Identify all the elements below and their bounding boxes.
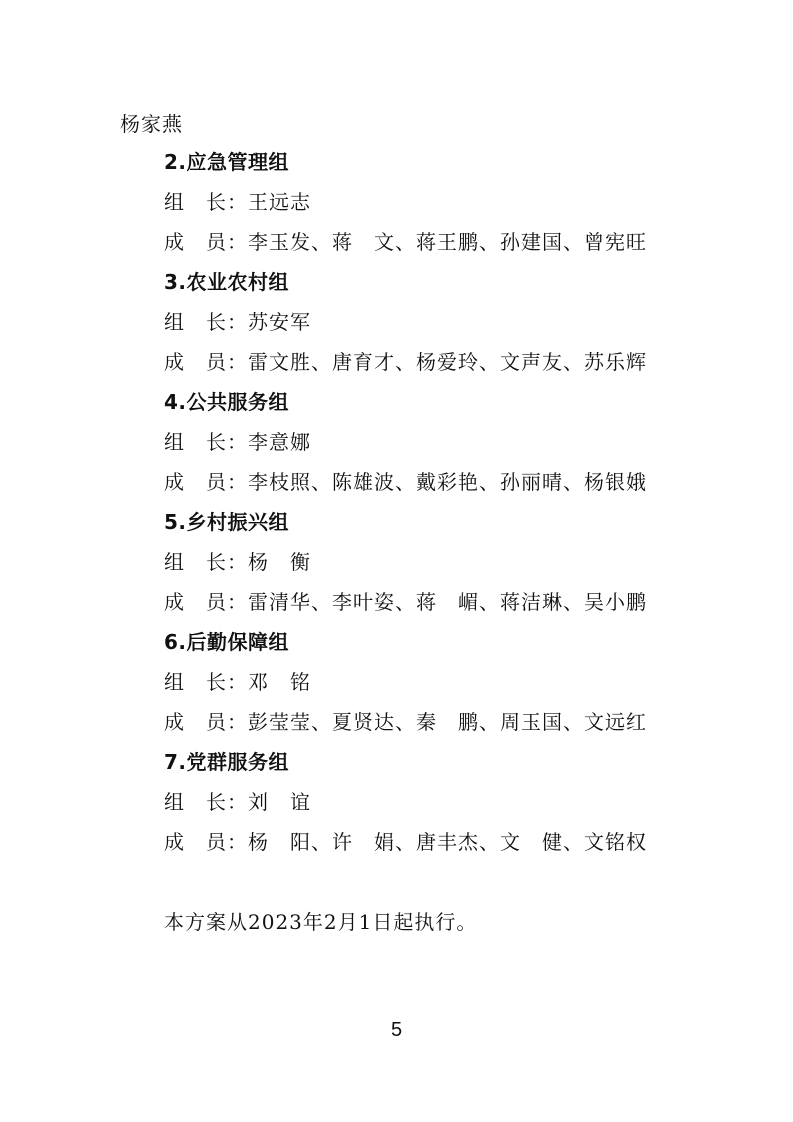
group-leader-rural-revitalization: 组 长：杨 衡: [164, 550, 311, 574]
group-title-party-service: 7.党群服务组: [164, 750, 290, 774]
group-title-public-service: 4.公共服务组: [164, 390, 290, 414]
group-leader-party-service: 组 长：刘 谊: [164, 790, 311, 814]
group-leader-emergency: 组 长：王远志: [164, 190, 311, 214]
continued-member-name: 杨家燕: [120, 112, 183, 136]
group-members-public-service: 成 员：李枝照、陈雄波、戴彩艳、孙丽晴、杨银娥: [164, 470, 647, 494]
group-members-logistics: 成 员：彭莹莹、夏贤达、秦 鹏、周玉国、文远红: [164, 710, 647, 734]
group-leader-logistics: 组 长：邓 铭: [164, 670, 311, 694]
group-leader-agriculture: 组 长：苏安军: [164, 310, 311, 334]
group-title-agriculture: 3.农业农村组: [164, 270, 290, 294]
group-title-rural-revitalization: 5.乡村振兴组: [164, 510, 290, 534]
group-members-emergency: 成 员：李玉发、蒋 文、蒋王鹏、孙建国、曾宪旺: [164, 230, 647, 254]
group-title-emergency: 2.应急管理组: [164, 150, 290, 174]
group-members-rural-revitalization: 成 员：雷清华、李叶姿、蒋 嵋、蒋洁琳、吴小鹏: [164, 590, 647, 614]
group-title-logistics: 6.后勤保障组: [164, 630, 290, 654]
group-members-party-service: 成 员：杨 阳、许 娟、唐丰杰、文 健、文铭权: [164, 830, 647, 854]
closing-statement: 本方案从2023年2月1日起执行。: [164, 910, 478, 934]
group-members-agriculture: 成 员：雷文胜、唐育才、杨爱玲、文声友、苏乐辉: [164, 350, 647, 374]
group-leader-public-service: 组 长：李意娜: [164, 430, 311, 454]
page-number: 5: [390, 1019, 403, 1041]
